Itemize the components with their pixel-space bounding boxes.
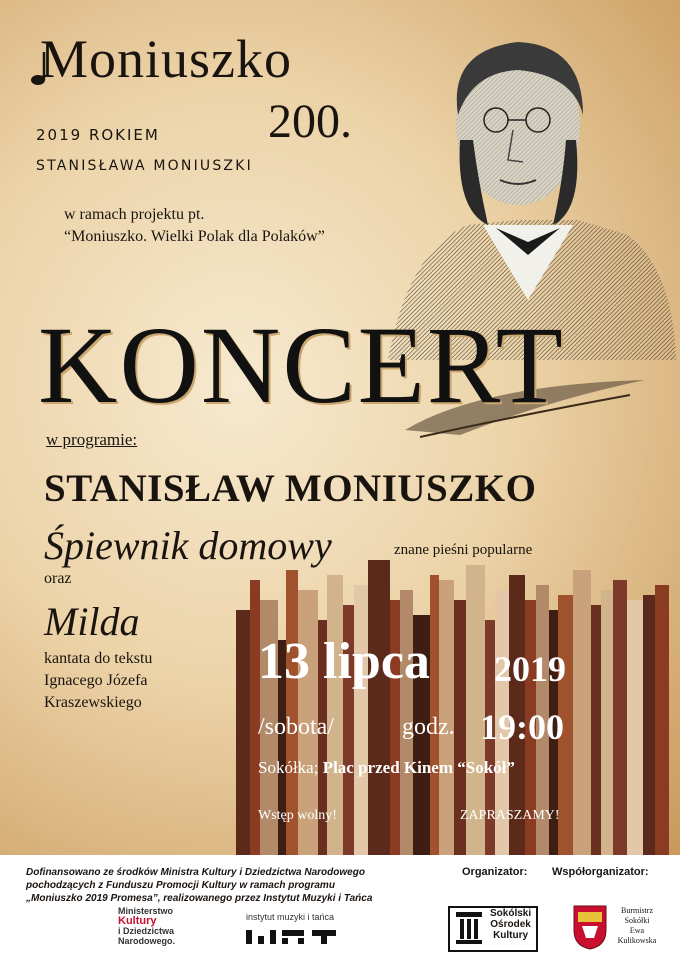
- ministry-logo-line: i Dziedzictwa: [118, 926, 175, 936]
- burmistrz-text: [612, 906, 662, 946]
- organizer-label: Organizator:: [462, 866, 528, 878]
- funding-line: Dofinansowano ze środków Ministra Kultury i Dziedzictwa Narodowego: [26, 867, 365, 878]
- logo-title: Moniuszko: [40, 29, 292, 89]
- work-1-description: znane pieśni popularne: [394, 542, 533, 558]
- funding-line: pochodzących z Funduszu Promocji Kultury w ramach programu: [26, 880, 335, 891]
- ministry-logo: [118, 906, 198, 946]
- book-spine: [591, 605, 601, 855]
- burmistrz-line: Ewa: [629, 926, 645, 935]
- composer-name: STANISŁAW MONIUSZKO: [44, 467, 537, 510]
- book-spine: [236, 610, 250, 855]
- event-date: 13 lipca: [258, 633, 430, 690]
- imit-logo-text: instytut muzyki i tańca: [246, 912, 335, 922]
- logo-number: 200.: [268, 95, 352, 148]
- sok-logo-line: Kultury: [493, 930, 529, 941]
- logo-line-1: 2019 ROKIEM: [36, 126, 160, 144]
- burmistrz-line: Kulikowska: [617, 936, 657, 945]
- place-town: Sokółka;: [258, 758, 319, 777]
- conjunction: oraz: [44, 570, 72, 587]
- ministry-logo-line: Narodowego.: [118, 936, 176, 946]
- book-spine: [643, 595, 655, 855]
- burmistrz-line: Burmistrz: [621, 906, 653, 915]
- logo-line-2: STANISŁAWA MONIUSZKI: [36, 158, 253, 174]
- book-spine: [601, 590, 613, 855]
- project-line-1: w ramach projektu pt.: [64, 206, 205, 223]
- project-line-2: “Moniuszko. Wielki Polak dla Polaków”: [64, 228, 325, 245]
- event-day: /sobota/: [258, 714, 334, 740]
- imit-logo: [246, 912, 346, 948]
- column-icon: [454, 910, 484, 946]
- sok-logo-line: Sokólski: [490, 908, 532, 919]
- sok-logo-line: Ośrodek: [490, 919, 531, 930]
- funding-line: „Moniuszko 2019 Promesa”, realizowanego przez Instytut Muzyki i Tańca: [26, 893, 373, 904]
- time-label: godz.: [402, 714, 455, 740]
- place-name: Plac przed Kinem “Sokół”: [322, 758, 515, 777]
- event-place: [258, 758, 515, 778]
- book-spine: [613, 580, 627, 855]
- book-spine: [354, 585, 368, 855]
- funding-note: [26, 866, 446, 905]
- book-spine: [573, 570, 591, 855]
- ministry-logo-line: Kultury: [118, 915, 157, 927]
- entry-info: Wstęp wolny!: [258, 808, 337, 823]
- work-2-description-line: kantata do tekstu: [44, 650, 153, 667]
- burmistrz-line: Sokółki: [624, 916, 650, 925]
- book-spine: [368, 560, 390, 855]
- concert-title: KONCERT: [38, 304, 565, 426]
- work-1-title: Śpiewnik domowy: [44, 523, 332, 568]
- event-time: 19:00: [480, 707, 564, 747]
- program-label: w programie:: [46, 430, 138, 449]
- invitation: ZAPRASZAMY!: [460, 808, 560, 823]
- event-year: 2019: [494, 649, 566, 689]
- sok-logo-text: [490, 908, 531, 941]
- book-spine: [655, 585, 669, 855]
- coorganizer-label: Współorganizator:: [552, 866, 649, 878]
- ministry-logo-line: Ministerstwo: [118, 906, 174, 916]
- book-spine: [627, 600, 643, 855]
- work-2-description-line: Ignacego Józefa: [44, 672, 148, 689]
- coat-of-arms-icon: [572, 904, 608, 950]
- imit-mark-icon: [246, 926, 346, 948]
- work-2-title: Milda: [44, 599, 140, 644]
- work-2-description-line: Kraszewskiego: [44, 694, 142, 711]
